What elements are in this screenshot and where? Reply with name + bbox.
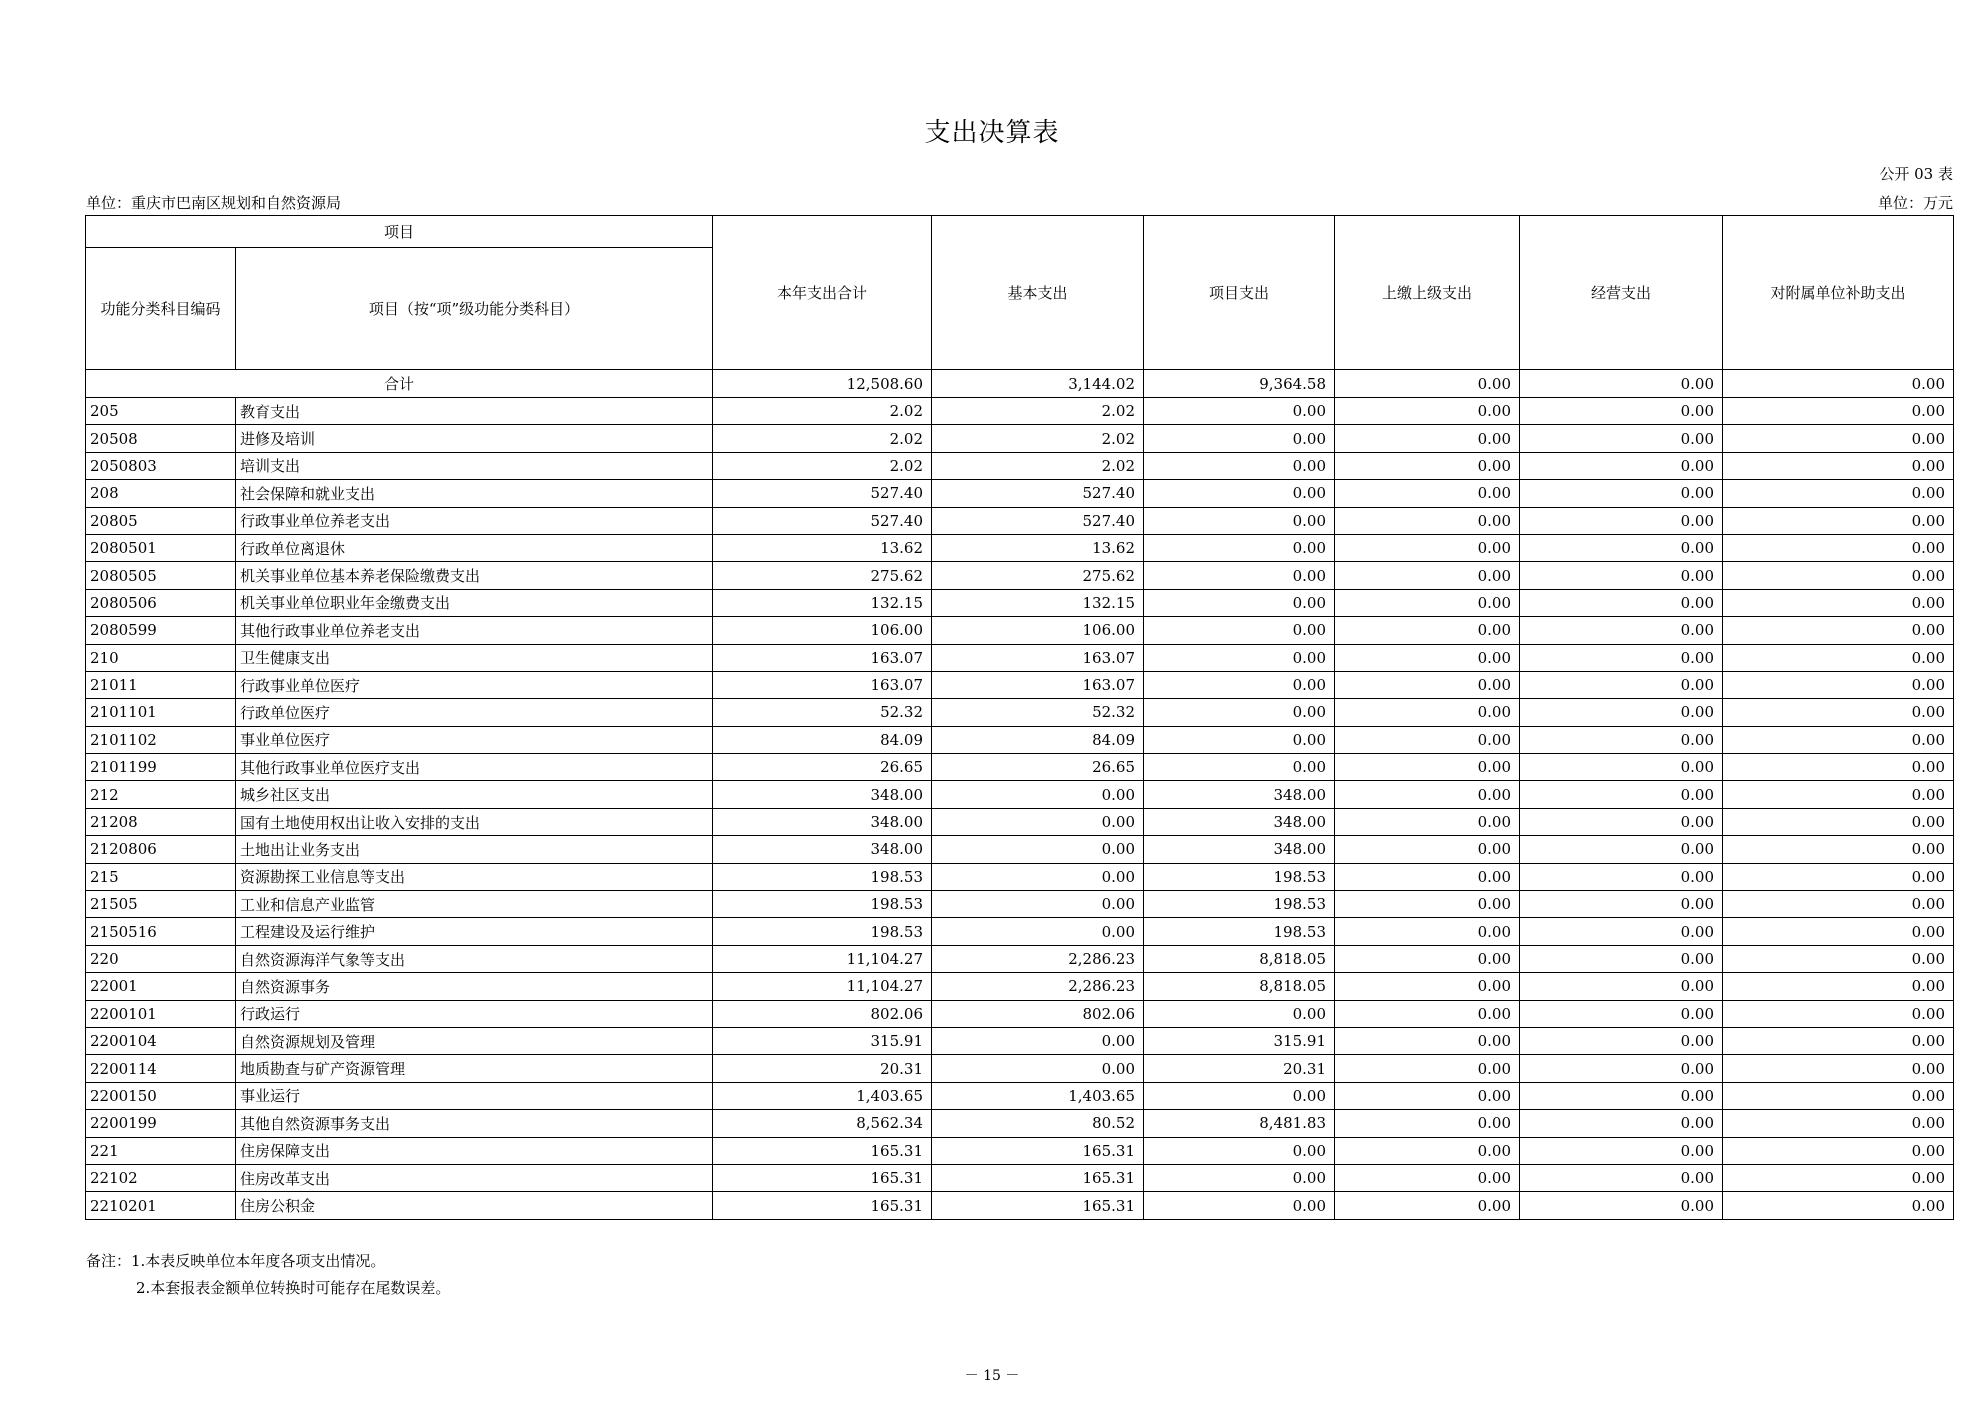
row-name: 城乡社区支出	[236, 781, 713, 808]
row-value: 1,403.65	[932, 1082, 1144, 1109]
table-row	[86, 507, 1954, 534]
row-value: 0.00	[1520, 918, 1723, 945]
row-value: 0.00	[1723, 507, 1954, 534]
row-name: 进修及培训	[236, 425, 713, 452]
row-value: 0.00	[1144, 425, 1335, 452]
row-value: 0.00	[1520, 507, 1723, 534]
row-value: 0.00	[932, 863, 1144, 890]
row-value: 0.00	[1723, 562, 1954, 589]
row-value: 0.00	[1520, 1192, 1723, 1219]
row-value: 0.00	[1520, 781, 1723, 808]
row-value: 0.00	[1335, 781, 1520, 808]
row-value: 13.62	[932, 534, 1144, 561]
row-code: 210	[86, 644, 236, 671]
row-value: 0.00	[1520, 425, 1723, 452]
row-value: 0.00	[1520, 891, 1723, 918]
table-row	[86, 589, 1954, 616]
row-code: 220	[86, 945, 236, 972]
row-name: 住房保障支出	[236, 1137, 713, 1164]
row-value: 0.00	[1520, 754, 1723, 781]
row-value: 165.31	[713, 1164, 932, 1191]
row-value: 0.00	[1723, 534, 1954, 561]
row-code: 21011	[86, 671, 236, 698]
row-value: 0.00	[1144, 1082, 1335, 1109]
table-row	[86, 425, 1954, 452]
row-value: 20.31	[1144, 1055, 1335, 1082]
total-row	[86, 370, 1954, 398]
row-value: 0.00	[1723, 398, 1954, 425]
row-value: 163.07	[932, 671, 1144, 698]
row-name: 自然资源规划及管理	[236, 1027, 713, 1054]
row-name: 行政运行	[236, 1000, 713, 1027]
total-value: 0.00	[1335, 370, 1520, 398]
row-value: 198.53	[713, 918, 932, 945]
row-value: 0.00	[1723, 808, 1954, 835]
row-code: 2101102	[86, 726, 236, 753]
row-value: 0.00	[1520, 644, 1723, 671]
row-value: 0.00	[1144, 1000, 1335, 1027]
row-name: 国有土地使用权出让收入安排的支出	[236, 808, 713, 835]
row-value: 8,818.05	[1144, 945, 1335, 972]
table-row	[86, 699, 1954, 726]
currency-unit: 单位：万元	[1877, 194, 1953, 212]
row-name: 其他自然资源事务支出	[236, 1110, 713, 1137]
row-name: 卫生健康支出	[236, 644, 713, 671]
row-value: 527.40	[932, 507, 1144, 534]
row-value: 0.00	[1335, 808, 1520, 835]
row-value: 0.00	[1144, 644, 1335, 671]
row-code: 21208	[86, 808, 236, 835]
row-value: 20.31	[713, 1055, 932, 1082]
row-code: 2200104	[86, 1027, 236, 1054]
row-value: 2.02	[932, 452, 1144, 479]
row-code: 2080505	[86, 562, 236, 589]
row-value: 0.00	[1723, 726, 1954, 753]
row-value: 348.00	[1144, 781, 1335, 808]
row-value: 198.53	[1144, 863, 1335, 890]
header-col-subsidy: 对附属单位补助支出	[1723, 216, 1954, 370]
row-name: 其他行政事业单位养老支出	[236, 617, 713, 644]
row-value: 0.00	[1723, 918, 1954, 945]
row-code: 2200114	[86, 1055, 236, 1082]
row-value: 348.00	[713, 808, 932, 835]
row-value: 0.00	[1335, 480, 1520, 507]
row-value: 315.91	[713, 1027, 932, 1054]
row-name: 教育支出	[236, 398, 713, 425]
row-value: 84.09	[932, 726, 1144, 753]
row-code: 21505	[86, 891, 236, 918]
row-value: 2,286.23	[932, 945, 1144, 972]
row-value: 1,403.65	[713, 1082, 932, 1109]
row-value: 0.00	[1520, 1164, 1723, 1191]
row-name: 培训支出	[236, 452, 713, 479]
page-number: － 15 －	[964, 1368, 1020, 1384]
table-row	[86, 945, 1954, 972]
row-value: 0.00	[1335, 534, 1520, 561]
row-value: 0.00	[1723, 754, 1954, 781]
row-value: 0.00	[1520, 671, 1723, 698]
row-value: 2.02	[932, 425, 1144, 452]
row-value: 0.00	[1335, 589, 1520, 616]
total-value: 0.00	[1520, 370, 1723, 398]
row-value: 0.00	[1520, 1082, 1723, 1109]
row-value: 0.00	[1723, 617, 1954, 644]
row-value: 2,286.23	[932, 973, 1144, 1000]
row-value: 163.07	[713, 671, 932, 698]
header-name: 项目（按“项”级功能分类科目）	[236, 248, 713, 370]
row-value: 0.00	[1335, 425, 1520, 452]
header-col-operating: 经营支出	[1520, 216, 1723, 370]
row-value: 198.53	[713, 891, 932, 918]
row-value: 0.00	[932, 891, 1144, 918]
row-value: 198.53	[1144, 918, 1335, 945]
row-value: 2.02	[713, 425, 932, 452]
row-value: 0.00	[1723, 644, 1954, 671]
row-value: 0.00	[1520, 1110, 1723, 1137]
total-label: 合计	[86, 370, 713, 398]
row-value: 2.02	[932, 398, 1144, 425]
row-value: 8,481.83	[1144, 1110, 1335, 1137]
row-value: 0.00	[932, 1055, 1144, 1082]
row-value: 106.00	[932, 617, 1144, 644]
table-row	[86, 1055, 1954, 1082]
row-value: 198.53	[1144, 891, 1335, 918]
header-col-basic: 基本支出	[932, 216, 1144, 370]
row-value: 0.00	[1723, 425, 1954, 452]
row-name: 工业和信息产业监管	[236, 891, 713, 918]
row-value: 348.00	[713, 781, 932, 808]
table-row	[86, 1164, 1954, 1191]
row-value: 0.00	[1723, 1027, 1954, 1054]
row-value: 0.00	[932, 836, 1144, 863]
table-row	[86, 1137, 1954, 1164]
note-line-2: 2.本套报表金额单位转换时可能存在尾数误差。	[136, 1279, 451, 1297]
row-value: 0.00	[1520, 452, 1723, 479]
row-value: 0.00	[1723, 836, 1954, 863]
row-value: 0.00	[1335, 617, 1520, 644]
row-value: 0.00	[1335, 671, 1520, 698]
row-value: 0.00	[1335, 1137, 1520, 1164]
row-value: 0.00	[1520, 808, 1723, 835]
row-value: 0.00	[932, 918, 1144, 945]
row-name: 社会保障和就业支出	[236, 480, 713, 507]
row-name: 地质勘查与矿产资源管理	[236, 1055, 713, 1082]
row-value: 0.00	[1723, 1137, 1954, 1164]
row-value: 348.00	[713, 836, 932, 863]
row-value: 527.40	[713, 507, 932, 534]
row-value: 2.02	[713, 452, 932, 479]
row-name: 机关事业单位职业年金缴费支出	[236, 589, 713, 616]
row-value: 0.00	[1335, 836, 1520, 863]
row-value: 0.00	[1335, 1110, 1520, 1137]
row-value: 198.53	[713, 863, 932, 890]
row-code: 2050803	[86, 452, 236, 479]
row-value: 8,818.05	[1144, 973, 1335, 1000]
row-name: 资源勘探工业信息等支出	[236, 863, 713, 890]
row-value: 802.06	[932, 1000, 1144, 1027]
row-code: 221	[86, 1137, 236, 1164]
table-row	[86, 1000, 1954, 1027]
row-code: 20508	[86, 425, 236, 452]
row-value: 0.00	[1335, 507, 1520, 534]
total-value: 3,144.02	[932, 370, 1144, 398]
row-value: 0.00	[1520, 617, 1723, 644]
row-value: 0.00	[1144, 617, 1335, 644]
row-value: 0.00	[1723, 1164, 1954, 1191]
row-value: 11,104.27	[713, 973, 932, 1000]
row-value: 26.65	[932, 754, 1144, 781]
row-code: 22102	[86, 1164, 236, 1191]
row-value: 132.15	[713, 589, 932, 616]
row-value: 106.00	[713, 617, 932, 644]
row-value: 0.00	[1335, 452, 1520, 479]
table-row	[86, 781, 1954, 808]
row-name: 自然资源事务	[236, 973, 713, 1000]
row-value: 0.00	[1723, 699, 1954, 726]
row-value: 348.00	[1144, 836, 1335, 863]
row-value: 0.00	[1723, 1110, 1954, 1137]
row-value: 0.00	[1144, 671, 1335, 698]
row-value: 0.00	[1520, 699, 1723, 726]
row-value: 0.00	[1723, 1000, 1954, 1027]
row-value: 0.00	[1723, 945, 1954, 972]
total-value: 0.00	[1723, 370, 1954, 398]
row-value: 0.00	[1335, 644, 1520, 671]
row-value: 0.00	[1520, 1027, 1723, 1054]
row-name: 土地出让业务支出	[236, 836, 713, 863]
row-code: 22001	[86, 973, 236, 1000]
row-value: 0.00	[1335, 699, 1520, 726]
table-row	[86, 808, 1954, 835]
row-value: 0.00	[1144, 1137, 1335, 1164]
table-row	[86, 398, 1954, 425]
row-value: 348.00	[1144, 808, 1335, 835]
row-value: 0.00	[1144, 1164, 1335, 1191]
table-row	[86, 726, 1954, 753]
row-value: 0.00	[1723, 1082, 1954, 1109]
row-value: 0.00	[1723, 671, 1954, 698]
row-value: 0.00	[1335, 945, 1520, 972]
row-value: 527.40	[932, 480, 1144, 507]
row-value: 11,104.27	[713, 945, 932, 972]
row-name: 行政事业单位医疗	[236, 671, 713, 698]
row-code: 2080599	[86, 617, 236, 644]
row-value: 0.00	[1335, 1192, 1520, 1219]
row-value: 0.00	[1723, 1192, 1954, 1219]
row-value: 0.00	[1520, 398, 1723, 425]
row-value: 0.00	[1723, 589, 1954, 616]
row-value: 0.00	[1335, 863, 1520, 890]
form-number: 公开 03 表	[1879, 165, 1953, 183]
row-value: 0.00	[1335, 562, 1520, 589]
row-value: 0.00	[1520, 863, 1723, 890]
row-value: 0.00	[1520, 973, 1723, 1000]
header-col-remit: 上缴上级支出	[1335, 216, 1520, 370]
row-value: 26.65	[713, 754, 932, 781]
row-value: 0.00	[1520, 480, 1723, 507]
row-value: 0.00	[1520, 562, 1723, 589]
table-row	[86, 1110, 1954, 1137]
row-value: 0.00	[932, 781, 1144, 808]
row-value: 165.31	[713, 1137, 932, 1164]
table-row	[86, 562, 1954, 589]
row-code: 2200150	[86, 1082, 236, 1109]
row-code: 205	[86, 398, 236, 425]
row-value: 8,562.34	[713, 1110, 932, 1137]
row-value: 275.62	[713, 562, 932, 589]
row-value: 0.00	[1335, 918, 1520, 945]
table-row	[86, 973, 1954, 1000]
row-value: 0.00	[1144, 480, 1335, 507]
row-value: 0.00	[1520, 1137, 1723, 1164]
row-value: 0.00	[1144, 507, 1335, 534]
row-value: 0.00	[1335, 1055, 1520, 1082]
row-value: 0.00	[1144, 534, 1335, 561]
table-row	[86, 918, 1954, 945]
row-value: 0.00	[1520, 1000, 1723, 1027]
row-value: 163.07	[713, 644, 932, 671]
row-value: 2.02	[713, 398, 932, 425]
row-value: 0.00	[1144, 726, 1335, 753]
table-row	[86, 836, 1954, 863]
row-value: 0.00	[1723, 781, 1954, 808]
table-row	[86, 891, 1954, 918]
row-value: 0.00	[1335, 754, 1520, 781]
row-code: 2200101	[86, 1000, 236, 1027]
row-value: 0.00	[1723, 480, 1954, 507]
row-value: 0.00	[1335, 891, 1520, 918]
row-value: 0.00	[1723, 891, 1954, 918]
row-value: 0.00	[1335, 1027, 1520, 1054]
row-value: 13.62	[713, 534, 932, 561]
row-value: 0.00	[1144, 398, 1335, 425]
row-value: 0.00	[1723, 863, 1954, 890]
row-value: 0.00	[1335, 398, 1520, 425]
row-value: 0.00	[1335, 1082, 1520, 1109]
row-value: 165.31	[932, 1164, 1144, 1191]
row-value: 80.52	[932, 1110, 1144, 1137]
row-value: 0.00	[1144, 1192, 1335, 1219]
table-row	[86, 480, 1954, 507]
row-value: 52.32	[932, 699, 1144, 726]
header-col-total: 本年支出合计	[713, 216, 932, 370]
row-value: 275.62	[932, 562, 1144, 589]
table-row	[86, 754, 1954, 781]
row-code: 2120806	[86, 836, 236, 863]
row-value: 132.15	[932, 589, 1144, 616]
table-row	[86, 863, 1954, 890]
table-row	[86, 617, 1954, 644]
row-value: 165.31	[932, 1137, 1144, 1164]
row-value: 0.00	[1520, 1055, 1723, 1082]
row-name: 自然资源海洋气象等支出	[236, 945, 713, 972]
total-value: 12,508.60	[713, 370, 932, 398]
row-code: 2080501	[86, 534, 236, 561]
row-value: 165.31	[713, 1192, 932, 1219]
row-value: 0.00	[1520, 589, 1723, 616]
row-code: 2200199	[86, 1110, 236, 1137]
row-code: 212	[86, 781, 236, 808]
row-code: 2101101	[86, 699, 236, 726]
row-name: 住房公积金	[236, 1192, 713, 1219]
reporting-unit: 单位：重庆市巴南区规划和自然资源局	[86, 194, 342, 212]
row-value: 0.00	[1520, 534, 1723, 561]
row-name: 机关事业单位基本养老保险缴费支出	[236, 562, 713, 589]
row-code: 215	[86, 863, 236, 890]
table-row	[86, 1027, 1954, 1054]
row-value: 0.00	[1144, 452, 1335, 479]
row-code: 2080506	[86, 589, 236, 616]
header-col-project: 项目支出	[1144, 216, 1335, 370]
table-row	[86, 1192, 1954, 1219]
table-row	[86, 534, 1954, 561]
row-name: 行政单位医疗	[236, 699, 713, 726]
row-value: 0.00	[1144, 589, 1335, 616]
row-value: 0.00	[1520, 836, 1723, 863]
table-row	[86, 452, 1954, 479]
total-value: 9,364.58	[1144, 370, 1335, 398]
row-value: 0.00	[1335, 1000, 1520, 1027]
expenditure-table	[85, 215, 1954, 1220]
row-value: 52.32	[713, 699, 932, 726]
row-name: 事业单位医疗	[236, 726, 713, 753]
header-code: 功能分类科目编码	[86, 248, 236, 370]
row-name: 工程建设及运行维护	[236, 918, 713, 945]
row-value: 802.06	[713, 1000, 932, 1027]
row-value: 165.31	[932, 1192, 1144, 1219]
row-value: 0.00	[1144, 562, 1335, 589]
row-value: 84.09	[713, 726, 932, 753]
row-name: 行政事业单位养老支出	[236, 507, 713, 534]
row-code: 2101199	[86, 754, 236, 781]
row-value: 0.00	[1520, 945, 1723, 972]
page-title: 支出决算表	[924, 118, 1060, 148]
row-code: 2210201	[86, 1192, 236, 1219]
row-value: 0.00	[1520, 726, 1723, 753]
row-value: 0.00	[1335, 1164, 1520, 1191]
table-row	[86, 671, 1954, 698]
row-value: 527.40	[713, 480, 932, 507]
row-code: 208	[86, 480, 236, 507]
row-name: 行政单位离退休	[236, 534, 713, 561]
row-value: 0.00	[1723, 1055, 1954, 1082]
row-value: 0.00	[1335, 973, 1520, 1000]
row-value: 0.00	[1723, 452, 1954, 479]
note-line-1: 备注：1.本表反映单位本年度各项支出情况。	[86, 1252, 386, 1270]
row-name: 事业运行	[236, 1082, 713, 1109]
row-code: 2150516	[86, 918, 236, 945]
row-value: 163.07	[932, 644, 1144, 671]
row-name: 其他行政事业单位医疗支出	[236, 754, 713, 781]
table-row	[86, 644, 1954, 671]
row-value: 0.00	[1144, 699, 1335, 726]
row-value: 315.91	[1144, 1027, 1335, 1054]
row-value: 0.00	[1723, 973, 1954, 1000]
header-project: 项目	[86, 216, 713, 248]
row-value: 0.00	[932, 808, 1144, 835]
table-row	[86, 1082, 1954, 1109]
row-name: 住房改革支出	[236, 1164, 713, 1191]
row-value: 0.00	[1335, 726, 1520, 753]
row-value: 0.00	[932, 1027, 1144, 1054]
row-code: 20805	[86, 507, 236, 534]
row-value: 0.00	[1144, 754, 1335, 781]
